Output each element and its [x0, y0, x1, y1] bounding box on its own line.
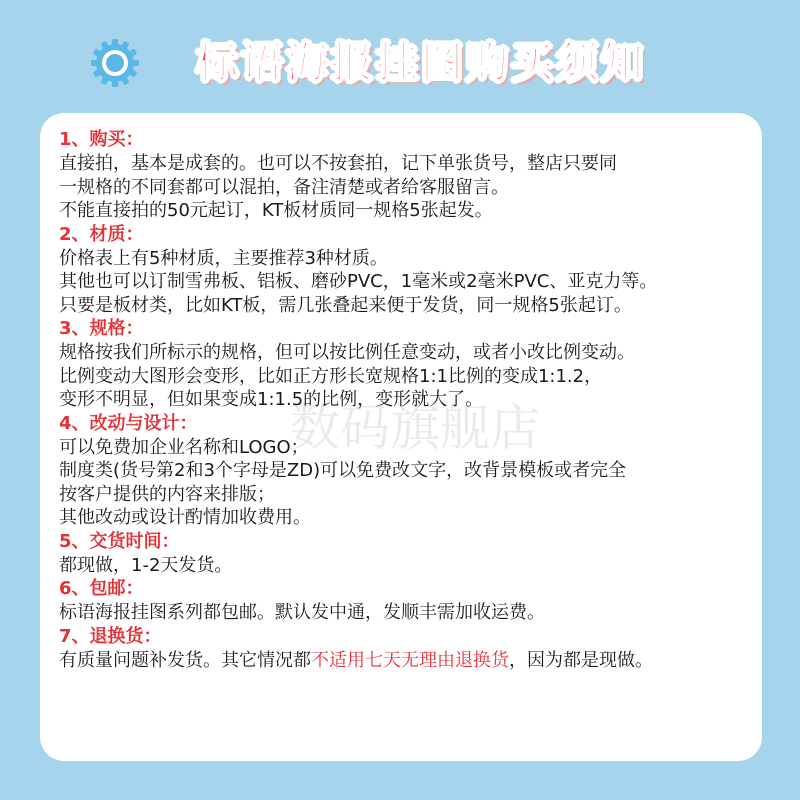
- section-title-material: 2、材质：: [59, 223, 144, 245]
- section-line: 按客户提供的内容来排版；: [59, 483, 275, 505]
- section-line: 可以免费加企业名称和LOGO；: [59, 436, 309, 458]
- notice-content: [59, 128, 759, 672]
- section-line: 直接拍，基本是成套的。也可以不按套拍，记下单张货号，整店只要同: [59, 153, 617, 174]
- section-title-delivery: 5、交货时间：: [59, 530, 180, 552]
- section-line: 比例变动大图形会变形，比如正方形长宽规格1:1比例的变成1:1.2，: [59, 365, 603, 387]
- section-line: 其他改动或设计酌情加收费用。: [59, 507, 311, 528]
- section-line: 一规格的不同套都可以混拍，备注清楚或者给客服留言。: [59, 176, 509, 198]
- gear-icon: [90, 38, 140, 88]
- section-line: 不能直接拍的50元起订，KT板材质同一规格5张起发。: [59, 200, 493, 221]
- section-line: 只要是板材类，比如KT板，需几张叠起来便于发货，同一规格5张起订。: [59, 294, 632, 316]
- returns-text-before: 有质量问题补发货。其它情况都: [59, 649, 311, 671]
- section-line: 其他也可以订制雪弗板、铝板、磨砂PVC，1毫米或2毫米PVC、亚克力等。: [59, 271, 658, 292]
- section-line: 都现做，1-2天发货。: [59, 554, 233, 576]
- header: [0, 0, 800, 112]
- page-title: 标语海报挂图购买须知: [196, 38, 647, 87]
- returns-highlight: 不适用七天无理由退换货: [311, 649, 509, 671]
- section-title-purchase: 1、购买：: [59, 129, 144, 150]
- section-title-shipping: 6、包邮：: [59, 578, 144, 599]
- section-line: 制度类(货号第2和3个字母是ZD)可以免费改文字，改背景模板或者完全: [59, 460, 627, 481]
- section-line: 规格按我们所标示的规格，但可以按比例任意变动，或者小改比例变动。: [59, 342, 635, 363]
- section-title-returns: 7、退换货：: [59, 625, 162, 647]
- section-line: 变形不明显，但如果变成1:1.5的比例，变形就大了。: [59, 389, 484, 410]
- section-title-design: 4、改动与设计：: [59, 412, 198, 434]
- section-line: 标语海报挂图系列都包邮。默认发中通，发顺丰需加收运费。: [59, 602, 545, 623]
- section-title-specs: 3、规格：: [59, 318, 144, 339]
- section-line: 价格表上有5种材质，主要推荐3种材质。: [59, 247, 388, 269]
- section-line: [59, 649, 759, 673]
- returns-text-after: ，因为都是现做。: [509, 649, 653, 671]
